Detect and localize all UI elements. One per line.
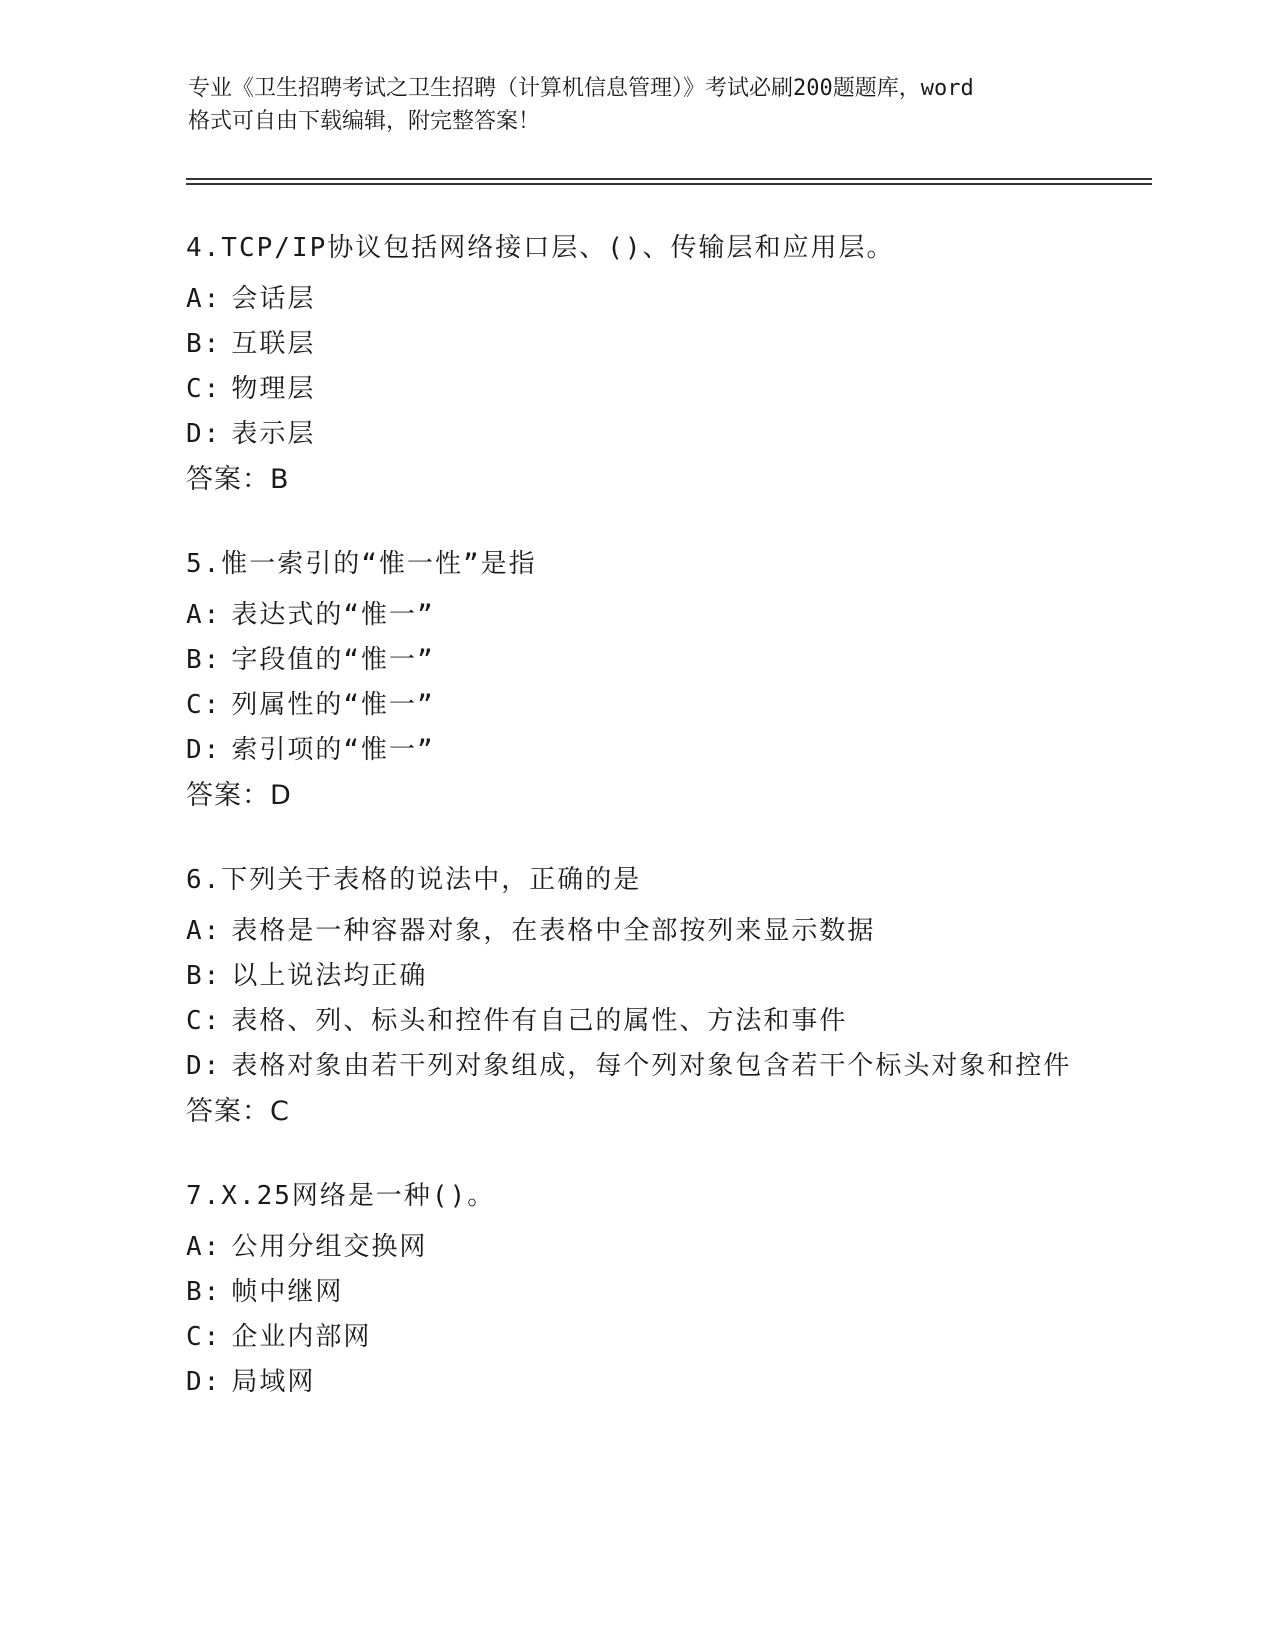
option-text: 表格是一种容器对象，在表格中全部按列来显示数据 <box>231 916 876 946</box>
question-5 <box>186 548 1086 818</box>
option-text: 物理层 <box>231 374 316 404</box>
header-divider-bottom <box>186 183 1152 185</box>
option-d <box>186 412 1086 457</box>
option-letter: B: <box>186 961 222 991</box>
option-c <box>186 683 1086 728</box>
question-list <box>186 232 1086 1451</box>
option-text: 互联层 <box>231 329 316 359</box>
option-letter: A: <box>186 916 222 946</box>
option-b <box>186 1270 1086 1315</box>
option-letter: D: <box>186 419 222 449</box>
option-c <box>186 999 1086 1044</box>
option-letter: C: <box>186 690 222 720</box>
option-c <box>186 367 1086 412</box>
answer-line: 答案：C <box>186 1096 290 1127</box>
option-letter: B: <box>186 329 222 359</box>
option-a <box>186 1225 1086 1270</box>
option-text: 以上说法均正确 <box>231 961 428 991</box>
option-letter: C: <box>186 1322 222 1352</box>
option-d <box>186 728 1086 773</box>
option-text: 局域网 <box>231 1367 316 1397</box>
option-letter: B: <box>186 1277 222 1307</box>
option-a <box>186 909 1086 954</box>
question-title: 5.惟一索引的“惟一性”是指 <box>186 549 537 579</box>
question-title: 6.下列关于表格的说法中，正确的是 <box>186 865 642 895</box>
option-letter: A: <box>186 600 222 630</box>
option-b <box>186 322 1086 367</box>
option-letter: D: <box>186 1051 222 1081</box>
option-d <box>186 1044 1086 1089</box>
option-a <box>186 277 1086 322</box>
option-letter: C: <box>186 1006 222 1036</box>
question-6 <box>186 864 1086 1134</box>
document-header <box>188 72 1088 138</box>
option-text: 字段值的“惟一” <box>231 645 435 675</box>
option-text: 列属性的“惟一” <box>231 690 435 720</box>
option-text: 表格、列、标头和控件有自己的属性、方法和事件 <box>231 1006 848 1036</box>
option-letter: C: <box>186 374 222 404</box>
option-text: 会话层 <box>231 284 316 314</box>
option-letter: D: <box>186 735 222 765</box>
question-7 <box>186 1180 1086 1405</box>
option-b <box>186 954 1086 999</box>
question-title: 7.X.25网络是一种()。 <box>186 1181 496 1211</box>
option-b <box>186 638 1086 683</box>
question-title: 4.TCP/IP协议包括网络接口层、()、传输层和应用层。 <box>186 233 895 263</box>
option-text: 企业内部网 <box>231 1322 372 1352</box>
answer-line: 答案：B <box>186 464 290 495</box>
option-text: 表格对象由若干列对象组成，每个列对象包含若干个标头对象和控件 <box>231 1051 1072 1081</box>
header-divider-top <box>186 178 1152 180</box>
header-line-1: 专业《卫生招聘考试之卫生招聘（计算机信息管理）》考试必刷200题题库，word <box>188 76 974 101</box>
option-c <box>186 1315 1086 1360</box>
option-a <box>186 593 1086 638</box>
option-letter: A: <box>186 284 222 314</box>
option-text: 帧中继网 <box>231 1277 344 1307</box>
option-d <box>186 1360 1086 1405</box>
question-4 <box>186 232 1086 502</box>
option-letter: D: <box>186 1367 222 1397</box>
answer-line: 答案：D <box>186 780 292 811</box>
option-text: 表示层 <box>231 419 316 449</box>
option-text: 索引项的“惟一” <box>231 735 435 765</box>
header-line-2: 格式可自由下载编辑，附完整答案！ <box>188 109 541 134</box>
option-text: 表达式的“惟一” <box>231 600 435 630</box>
option-letter: A: <box>186 1232 222 1262</box>
option-text: 公用分组交换网 <box>231 1232 428 1262</box>
option-letter: B: <box>186 645 222 675</box>
